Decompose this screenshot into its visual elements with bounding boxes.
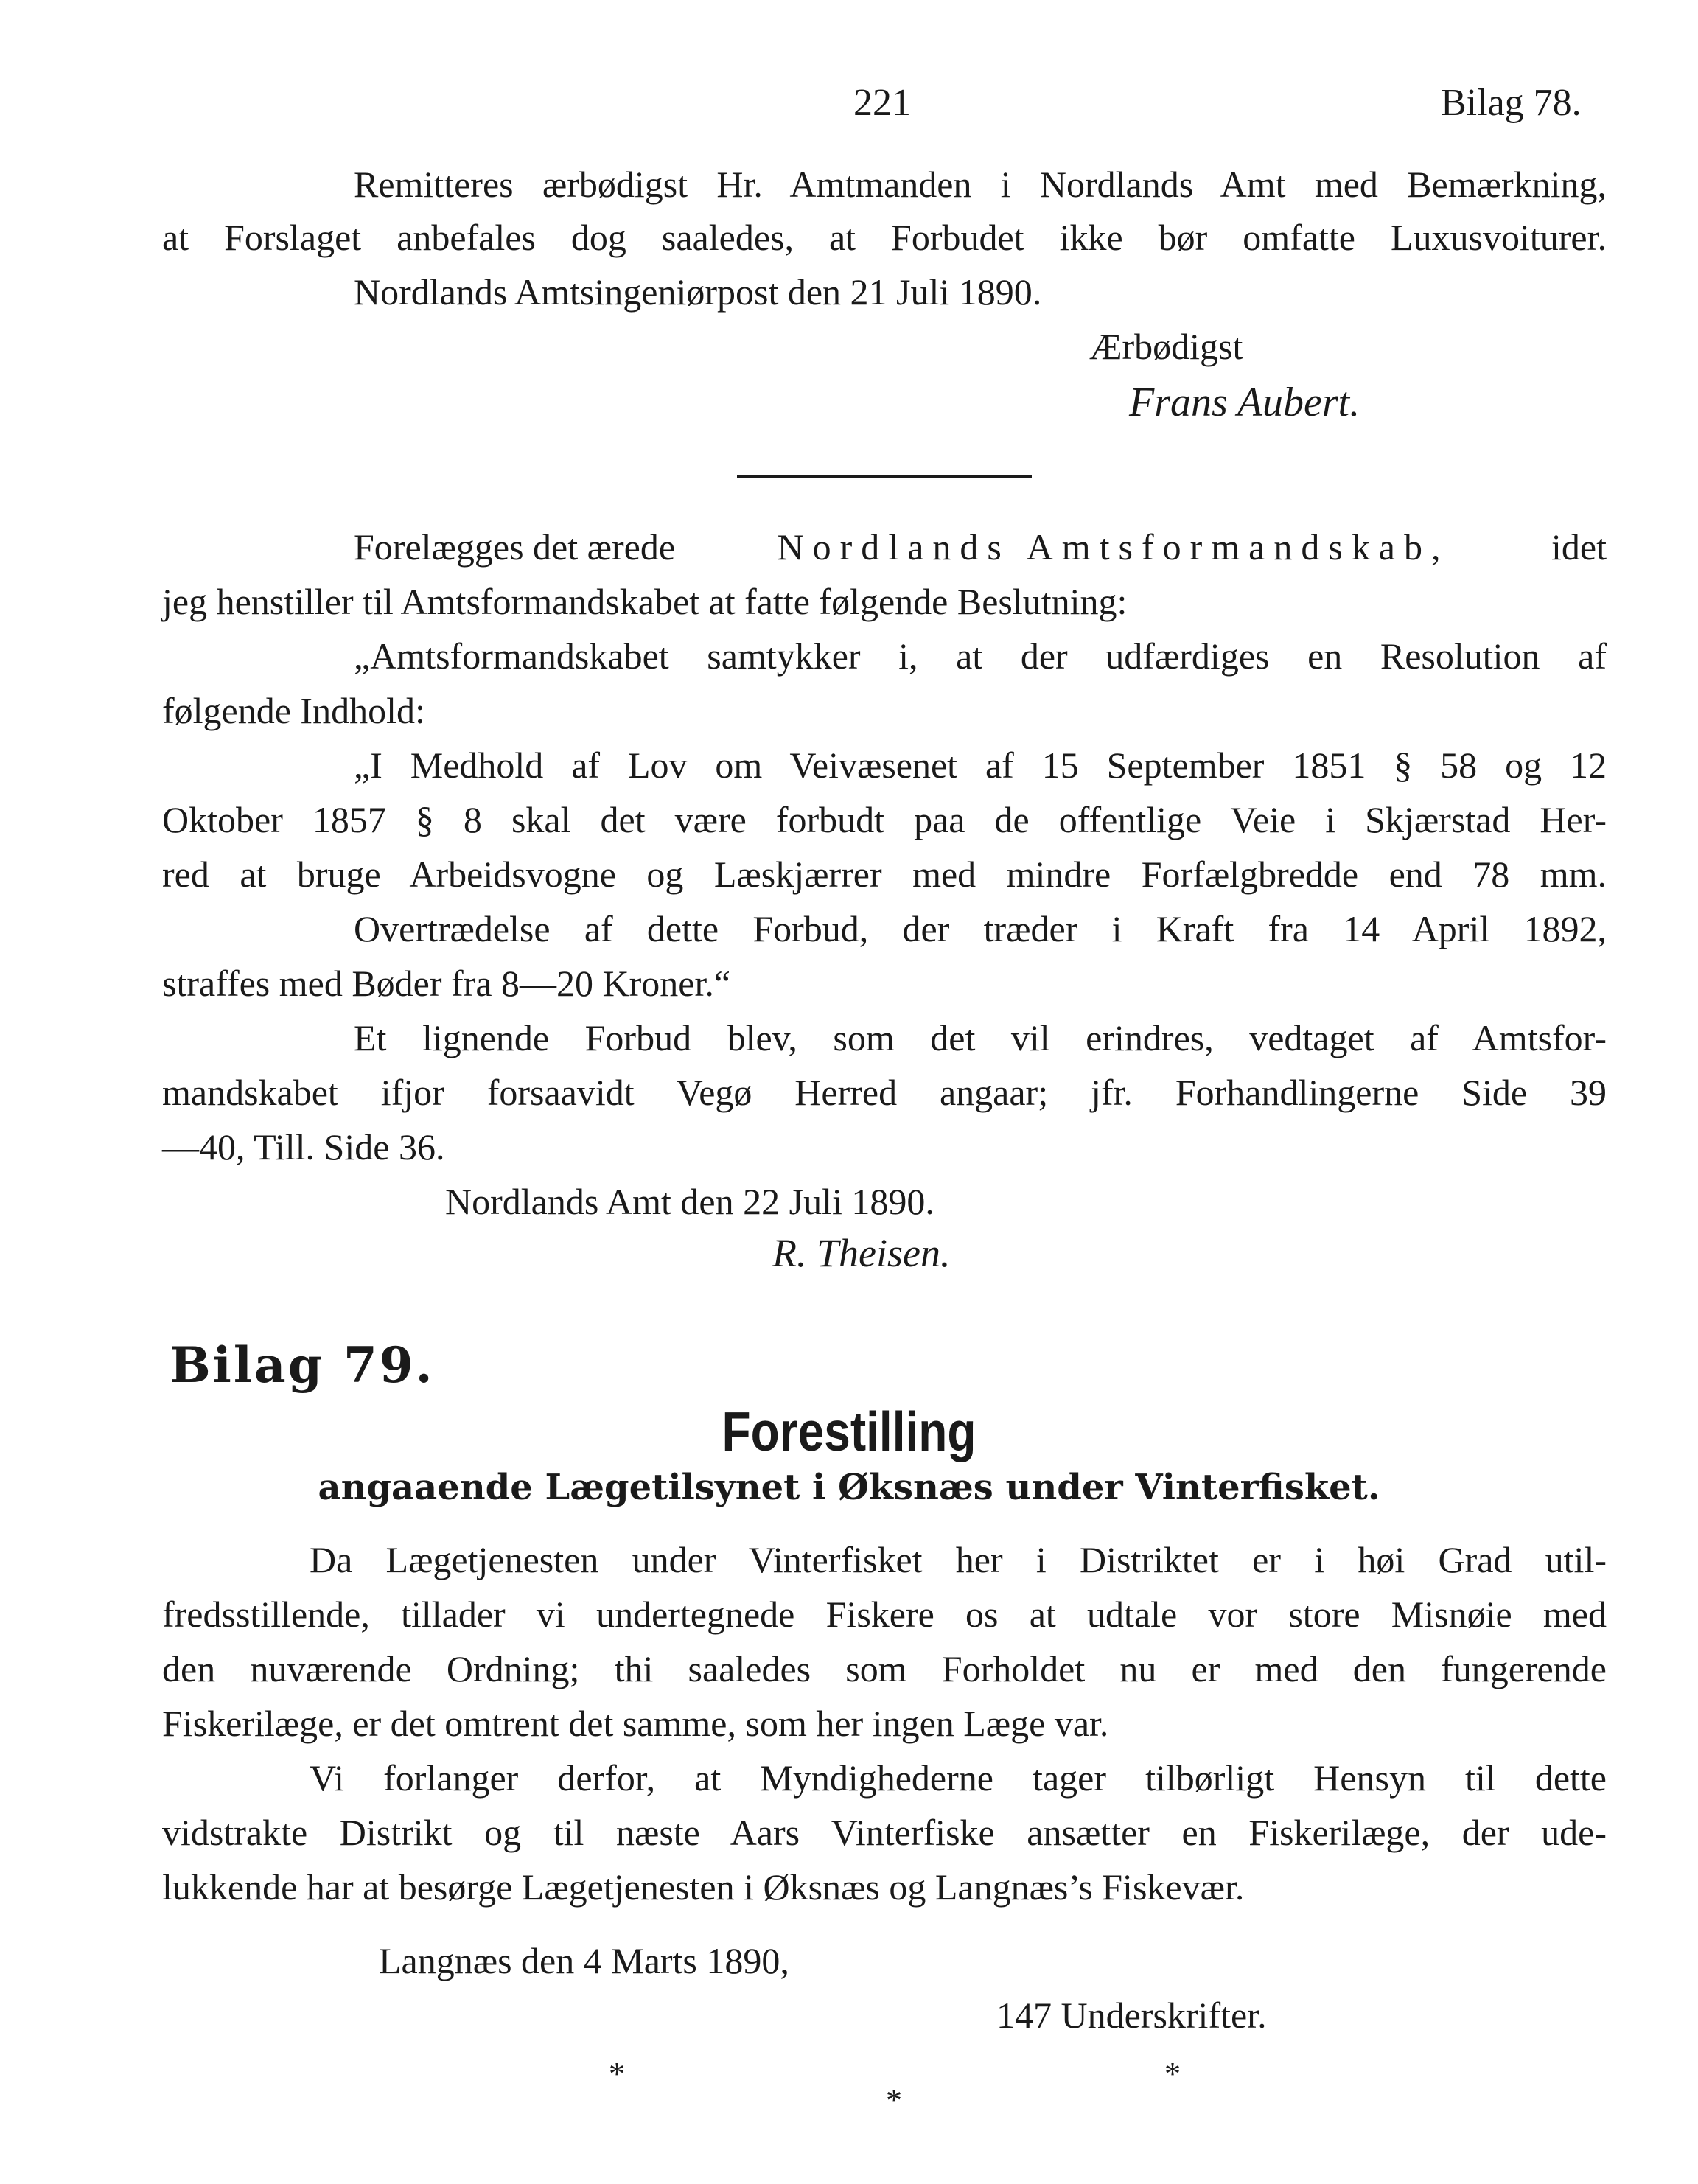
- text-line: „I Medhold af Lov om Veivæsenet af 15 September 1851 § 58 og 12: [354, 744, 1607, 786]
- page-number: 221: [853, 82, 911, 124]
- ornament-star: *: [609, 2056, 625, 2092]
- signature-count: 147 Underskrifter.: [996, 1995, 1267, 2036]
- text-line: fredsstillende, tillader vi undertegnede Fiskere os at udtale vor store Misnøie med: [162, 1594, 1607, 1635]
- text-line: —40, Till. Side 36.: [162, 1126, 445, 1168]
- text-line: Overtrædelse af dette Forbud, der træder i Kraft fra 14 April 1892,: [354, 908, 1607, 949]
- bilag-79-label: Bilag 79.: [170, 1336, 435, 1394]
- text-line: følgende Indhold:: [162, 690, 425, 731]
- signature-r-theisen: R. Theisen.: [772, 1231, 951, 1275]
- intro-line: [354, 525, 1607, 569]
- ornament-star: *: [1164, 2056, 1181, 2092]
- text-line: Vi forlanger derfor, at Myndighederne tager tilbørligt Hensyn til dette: [310, 1757, 1607, 1799]
- text-line: straffes med Bøder fra 8—20 Kroner.“: [162, 963, 731, 1004]
- text-line: Et lignende Forbud blev, som det vil erindres, vedtaget af Amtsfor-: [354, 1017, 1607, 1058]
- divider-rule: [737, 475, 1032, 478]
- text-line: den nuværende Ordning; thi saaledes som Forholdet nu er med den fungerende: [162, 1648, 1607, 1689]
- ornament-star: *: [886, 2082, 902, 2118]
- place-date-langnaes: Langnæs den 4 Marts 1890,: [379, 1940, 789, 1981]
- closing-line: Ærbødigst: [1089, 326, 1243, 367]
- text-line: Remitteres ærbødigst Hr. Amtmanden i Nordlands Amt med Bemærkning,: [354, 164, 1607, 205]
- text-line: red at bruge Arbeidsvogne og Læskjærrer med mindre Forfælgbredde end 78 mm.: [162, 854, 1607, 895]
- signature-frans-aubert: Frans Aubert.: [1129, 380, 1360, 425]
- document-subtitle: angaaende Lægetilsynet i Øksnæs under Vinterfisket.: [318, 1467, 1380, 1508]
- text-line: at Forslaget anbefales dog saaledes, at Forbudet ikke bør omfatte Luxusvoiturer.: [162, 217, 1607, 258]
- intro-start: Forelægges det ærede: [354, 526, 676, 568]
- text-line: „Amtsformandskabet samtykker i, at der udfærdiges en Resolution af: [354, 635, 1607, 677]
- place-date-line: Nordlands Amt den 22 Juli 1890.: [445, 1181, 934, 1222]
- text-line: Da Lægetjenesten under Vinterfisket her i Distriktet er i høi Grad util-: [310, 1539, 1607, 1580]
- text-line: vidstrakte Distrikt og til næste Aars Vinterfiske ansætter en Fiskerilæge, der ude-: [162, 1812, 1607, 1853]
- bilag-reference: Bilag 78.: [1441, 82, 1582, 124]
- document-title: Forestilling: [722, 1400, 976, 1463]
- text-line: lukkende har at besørge Lægetjenesten i Øksnæs og Langnæs’s Fiskevær.: [162, 1866, 1245, 1908]
- amtsformandskab-spaced: Nordlands Amtsformandskab,: [777, 526, 1450, 568]
- text-line: Fiskerilæge, er det omtrent det samme, som her ingen Læge var.: [162, 1703, 1109, 1744]
- text-line: Oktober 1857 § 8 skal det være forbudt paa de offentlige Veie i Skjærstad Her-: [162, 799, 1607, 840]
- text-line: jeg henstiller til Amtsformandskabet at fatte følgende Beslutning:: [162, 581, 1128, 622]
- text-line: mandskabet ifjor forsaavidt Vegø Herred angaar; jfr. Forhandlingerne Side 39: [162, 1072, 1607, 1113]
- text-line: Nordlands Amtsingeniørpost den 21 Juli 1890.: [354, 271, 1042, 313]
- intro-end: idet: [1551, 526, 1607, 568]
